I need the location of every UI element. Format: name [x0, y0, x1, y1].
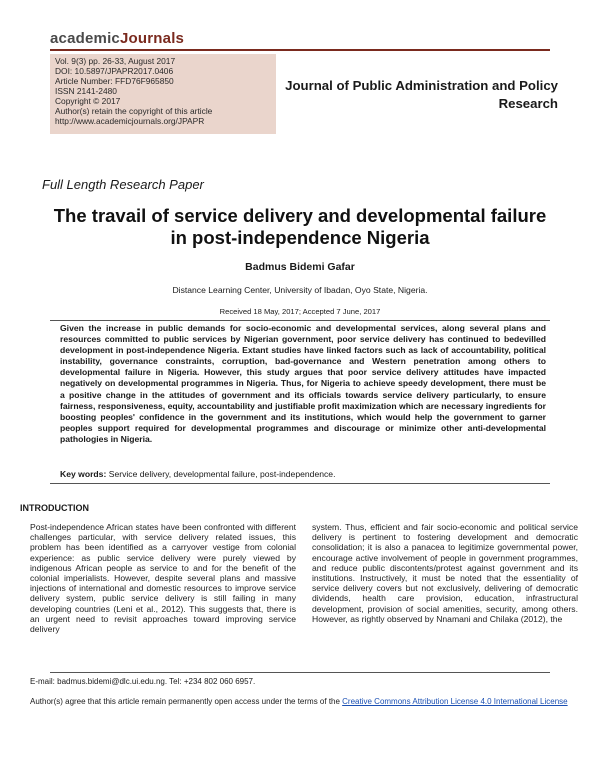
- paper-title: [20, 205, 580, 249]
- header-rule: [50, 49, 550, 51]
- keywords-text: Service delivery, developmental failure, post-independence.: [106, 469, 336, 479]
- journal-name-line2: Research: [498, 96, 558, 111]
- author-affiliation: Distance Learning Center, University of Ibadan, Oyo State, Nigeria.: [172, 285, 428, 295]
- meta-issn: ISSN 2141-2480: [55, 86, 117, 96]
- license-text: Author(s) agree that this article remain permanently open access under the terms of the: [30, 697, 343, 706]
- meta-rights: Author(s) retain the copyright of this article: [55, 106, 213, 116]
- paper-type: Full Length Research Paper: [42, 177, 204, 192]
- meta-url[interactable]: http://www.academicjournals.org/JPAPR: [55, 116, 205, 126]
- logo-part-academic: academic: [50, 30, 120, 47]
- title-line1: The travail of service delivery and developmental failure: [53, 205, 547, 226]
- journal-name: [282, 77, 558, 113]
- footer-rule: [50, 672, 550, 673]
- author-name: Badmus Bidemi Gafar: [245, 261, 355, 273]
- abstract: Given the increase in public demands for socio-economic and developmental services, along several plans and resources committed to public services by Nigerian government, poor service delivery has continued to bedevilled development in post-independence Nigeria. Extant studies have linked factors such as lack of accountability, political instability, governance constraints, corruption, bad-governance and Western penetration among others to developmental failure in Nigeria. However, this study argues that poor service delivery attitudes have impacted negatively on developmental programmes in Nigeria. Thus, for Nigeria to achieve speedy development, there must be a positive change in the attitudes of government and its officials towards service delivery particularly, to ensure fairness, responsiveness, equity, accountability and justifiable profit maximization which are necessary ingredients for boosting peoples' confidence in the government and its institutions, which would help the government to garner peoples support required for developmental programmes and discourage or minimize other anti-developmental pathologies in Nigeria.: [60, 323, 546, 444]
- article-meta-box: [50, 54, 276, 134]
- meta-copyright: Copyright © 2017: [55, 96, 121, 106]
- logo-part-journals: Journals: [119, 30, 185, 47]
- journal-name-line1: Journal of Public Administration and Policy: [285, 78, 558, 93]
- publisher-logo: [50, 30, 184, 47]
- section-heading-introduction: INTRODUCTION: [20, 503, 89, 513]
- abstract-top-rule: [50, 320, 550, 321]
- received-dates: Received 18 May, 2017; Accepted 7 June, 2017: [219, 307, 381, 316]
- meta-volume: Vol. 9(3) pp. 26-33, August 2017: [55, 56, 176, 66]
- intro-column-left: Post-independence African states have been confronted with different challenges particular, with service delivery related issues, this problem has been identified as a carryover vestige from colonial experience: as public service delivery were purely viewed by indigenous African people as service to and for the benefit of the colonial imperialists. However, despite several plans and massive injections of international and domestic resources to improve service delivery system, public service delivery is still failing in many developing countries (Leni et al., 2012). This suggests that, there is an urgent need to revisit approaches toward improving service delivery: [30, 522, 296, 635]
- author-email: E-mail: badmus.bidemi@dlc.ui.edu.ng. Tel: +234 802 060 6957.: [30, 677, 256, 686]
- meta-article-number: Article Number: FFD76F965850: [55, 76, 174, 86]
- keywords: [60, 469, 546, 479]
- keywords-label: Key words:: [60, 469, 107, 479]
- intro-column-right: system. Thus, efficient and fair socio-economic and political service delivery is pertinent to fostering development and democratic consolidation; it is also a panacea to legitimize governmental power, encourage active involvement of people in government programmes, and reduce public discontents/protest against government and its institutions. Instructively, it must be noted that the essentiality of service delivery covers but not exclusively, delivering of democratic dividends, health care provision, education, infrastructural development, provision of social amenities, security, among others. However, as rightly observed by Nnamani and Chilaka (2012), the: [312, 522, 578, 624]
- license-link[interactable]: Creative Commons Attribution License 4.0 International License: [342, 697, 568, 706]
- license-notice: [30, 697, 570, 708]
- title-line2: in post-independence Nigeria: [170, 227, 430, 248]
- abstract-bottom-rule: [50, 483, 550, 484]
- meta-doi: DOI: 10.5897/JPAPR2017.0406: [55, 66, 174, 76]
